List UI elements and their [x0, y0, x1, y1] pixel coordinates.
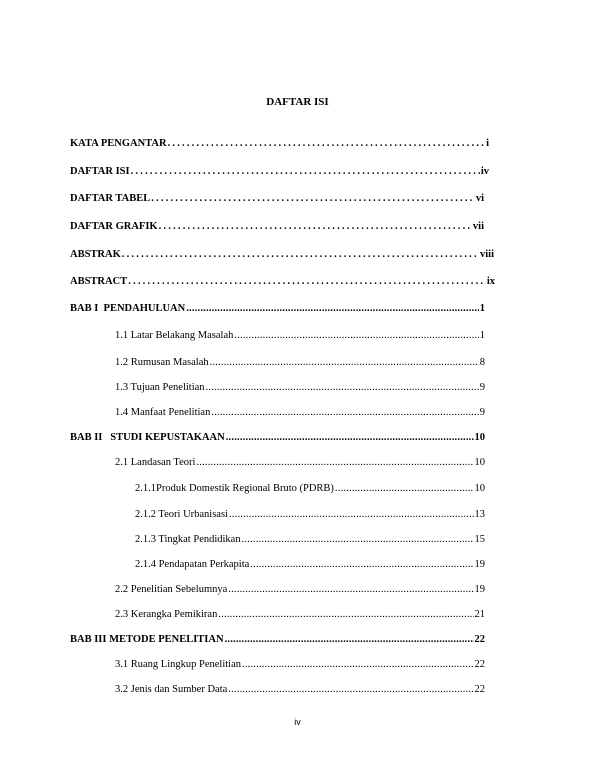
toc-label: ABSTRAK: [70, 249, 121, 260]
toc-leader: [218, 608, 473, 621]
toc-entry-daftar-isi: [70, 165, 489, 178]
toc-label: BAB III METODE PENELITIAN: [70, 634, 224, 645]
toc-entry-1-2: [115, 356, 485, 369]
toc-entry-1-4: [115, 406, 485, 419]
toc-label: 3.2 Jenis dan Sumber Data: [115, 684, 228, 695]
toc-label: 1.1 Latar Belakang Masalah: [115, 330, 234, 341]
toc-entry-2-1: [115, 456, 485, 469]
toc-entry-1-3: [115, 381, 485, 394]
toc-label: KATA PENGANTAR: [70, 138, 167, 149]
toc-page-number: 22: [474, 634, 485, 645]
toc-entry-2-1-2: [135, 508, 485, 521]
toc-page-number: 13: [474, 509, 485, 520]
toc-page-number: 10: [474, 432, 485, 443]
toc-leader: [242, 658, 474, 671]
toc-page-number: ix: [486, 276, 495, 287]
toc-label: 2.1 Landasan Teori: [115, 457, 196, 468]
toc-leader: [151, 192, 475, 205]
toc-label: 2.1.1Produk Domestik Regional Bruto (PDRB): [135, 483, 334, 494]
toc-label: BAB I PENDAHULUAN: [70, 303, 186, 314]
toc-leader: [211, 406, 478, 419]
toc-page-number: 19: [474, 559, 485, 570]
toc-leader: [228, 683, 473, 696]
toc-page-number: vii: [472, 221, 484, 232]
page-number-footer: iv: [294, 717, 301, 727]
toc-entry-2-2: [115, 583, 485, 596]
toc-leader: [122, 248, 479, 261]
toc-entry-bab-2: [70, 431, 485, 444]
toc-entry-2-1-3: [135, 533, 485, 546]
toc-page-number: 1: [479, 330, 485, 341]
toc-leader: [335, 482, 474, 495]
toc-label: 2.3 Kerangka Pemikiran: [115, 609, 218, 620]
toc-entry-daftar-tabel: [70, 192, 484, 205]
toc-page-number: 10: [474, 483, 485, 494]
toc-leader: [196, 456, 473, 469]
toc-label: DAFTAR GRAFIK: [70, 221, 158, 232]
toc-entry-bab-1: [70, 302, 485, 315]
toc-entry-2-1-1: [135, 482, 485, 495]
toc-page-number: i: [486, 138, 489, 149]
page-title: DAFTAR ISI: [266, 96, 329, 108]
toc-leader: [225, 633, 474, 646]
toc-entry-daftar-grafik: [70, 220, 484, 233]
toc-leader: [242, 533, 474, 546]
toc-leader: [128, 275, 486, 288]
toc-page-number: iv: [480, 166, 489, 177]
toc-leader: [226, 431, 474, 444]
toc-label: 1.2 Rumusan Masalah: [115, 357, 209, 368]
toc-page-number: 22: [474, 684, 485, 695]
toc-page-number: 10: [474, 457, 485, 468]
toc-leader: [229, 508, 474, 521]
toc-page-number: 9: [479, 407, 485, 418]
toc-leader: [250, 558, 473, 571]
toc-leader: [228, 583, 473, 596]
toc-entry-1-1: [115, 329, 485, 342]
toc-leader: [210, 356, 479, 369]
toc-leader: [206, 381, 479, 394]
toc-leader: [168, 137, 486, 150]
toc-label: 2.2 Penelitian Sebelumnya: [115, 584, 228, 595]
toc-leader: [234, 329, 478, 342]
toc-label: 1.4 Manfaat Penelitian: [115, 407, 211, 418]
toc-label: 2.1.2 Teori Urbanisasi: [135, 509, 228, 520]
toc-label: 3.1 Ruang Lingkup Penelitian: [115, 659, 241, 670]
toc-label: 2.1.3 Tingkat Pendidikan: [135, 534, 241, 545]
toc-page-number: 19: [474, 584, 485, 595]
toc-leader: [186, 302, 479, 315]
toc-label: 2.1.4 Pendapatan Perkapita: [135, 559, 250, 570]
toc-entry-2-3: [115, 608, 485, 621]
toc-leader: [131, 165, 480, 178]
toc-page-number: viii: [479, 249, 494, 260]
toc-entry-2-1-4: [135, 558, 485, 571]
toc-page-number: 22: [474, 659, 485, 670]
toc-page-number: 9: [479, 382, 485, 393]
toc-label: DAFTAR TABEL: [70, 193, 151, 204]
toc-leader: [159, 220, 472, 233]
toc-entry-kata-pengantar: [70, 137, 489, 150]
toc-page-number: 21: [474, 609, 485, 620]
toc-label: 1.3 Tujuan Penelitian: [115, 382, 205, 393]
toc-entry-3-1: [115, 658, 485, 671]
toc-entry-abstract: [70, 275, 495, 288]
toc-page-number: 8: [479, 357, 485, 368]
toc-label: ABSTRACT: [70, 276, 128, 287]
toc-entry-bab-3: [70, 633, 485, 646]
toc-entry-abstrak: [70, 248, 494, 261]
toc-page-number: 1: [479, 303, 485, 314]
toc-page-number: vi: [475, 193, 484, 204]
toc-label: BAB II STUDI KEPUSTAKAAN: [70, 432, 225, 443]
toc-entry-3-2: [115, 683, 485, 696]
toc-page-number: 15: [474, 534, 485, 545]
toc-label: DAFTAR ISI: [70, 166, 130, 177]
